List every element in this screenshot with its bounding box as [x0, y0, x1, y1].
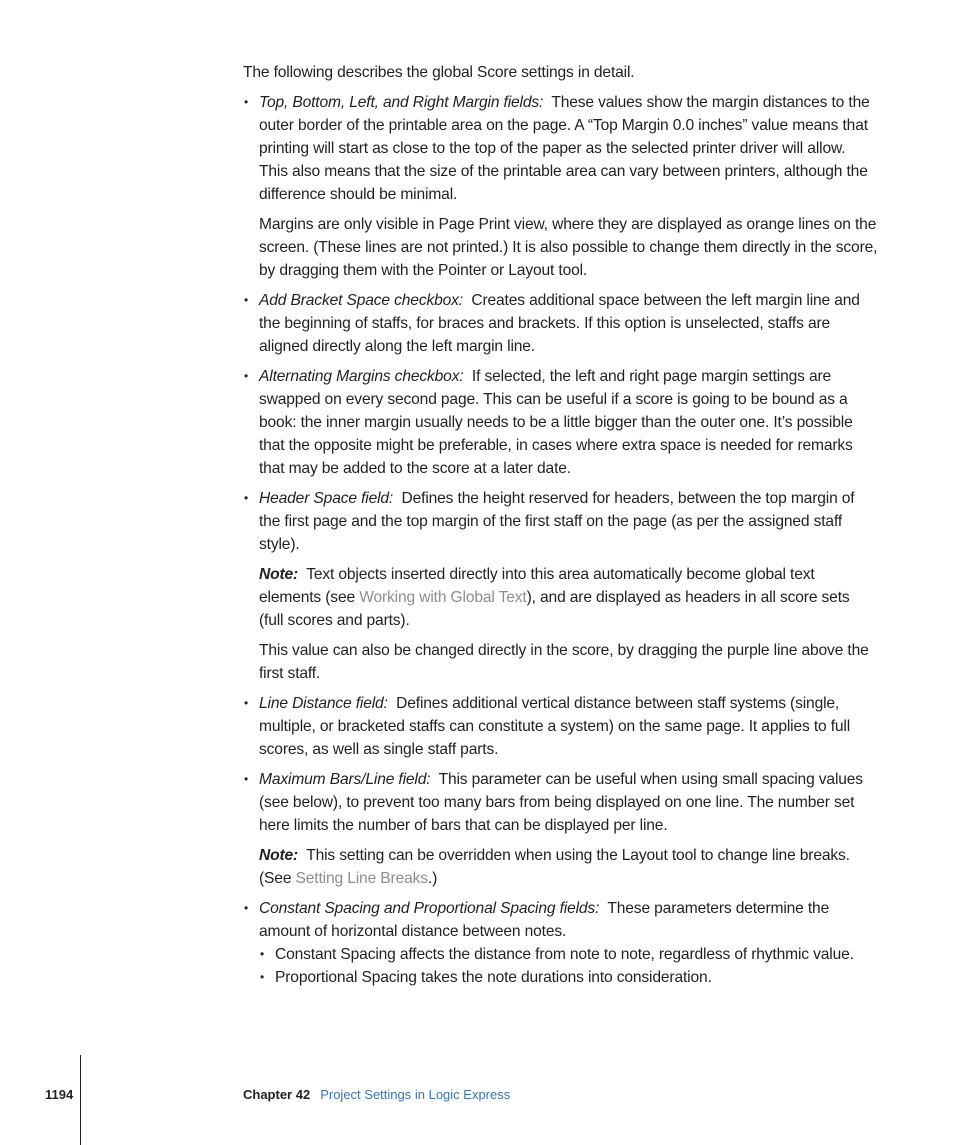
list-item-header-space	[243, 487, 878, 685]
item-extra-paragraph: Margins are only visible in Page Print view, where they are displayed as orange lines on the screen. (These lines are not printed.) It is also possible to change them directly in the score, by dragging them with the Pointer or Layout tool.	[259, 216, 878, 279]
chapter-footer	[243, 1087, 510, 1102]
note-text-before: Text objects inserted directly into this area automatically become global text elements (see	[259, 566, 815, 606]
list-item-bracket-space	[243, 289, 878, 358]
item-term: Maximum Bars/Line field:	[259, 771, 431, 788]
item-term: Header Space field:	[259, 490, 394, 507]
note-text-before: This setting can be overridden when using the Layout tool to change line breaks. (See	[259, 847, 850, 887]
item-extra-paragraph: This value can also be changed directly in the score, by dragging the purple line above the first staff.	[259, 642, 869, 682]
page-body	[243, 61, 878, 996]
item-paragraph	[259, 897, 878, 943]
item-text: Defines the height reserved for headers, between the top margin of the first page and the top margin of the first staff on the page (as per the assigned staff style).	[259, 490, 855, 553]
item-term: Constant Spacing and Proportional Spacing fields:	[259, 900, 600, 917]
item-text: These values show the margin distances to the outer border of the printable area on the page. A “Top Margin 0.0 inches” value means that printing will start as close to the top of the paper as the selected printer driver will allow. This also means that the size of the printable area can vary between printers, although the difference should be minimal.	[259, 94, 870, 203]
item-paragraph	[259, 289, 878, 358]
item-paragraph	[259, 487, 878, 556]
chapter-title-link[interactable]: Project Settings in Logic Express	[320, 1087, 511, 1102]
link-setting-line-breaks[interactable]: Setting Line Breaks	[295, 870, 428, 887]
note-label: Note:	[259, 566, 299, 583]
item-paragraph	[259, 692, 878, 761]
item-term: Line Distance field:	[259, 695, 388, 712]
item-text: This parameter can be useful when using small spacing values (see below), to prevent too many bars from being displayed on one line. The number set here limits the number of bars that can be displayed per line.	[259, 771, 863, 834]
list-item-margin-fields	[243, 91, 878, 282]
intro-paragraph: The following describes the global Score settings in detail.	[243, 64, 635, 81]
list-item-max-bars	[243, 768, 878, 890]
item-term: Add Bracket Space checkbox:	[259, 292, 463, 309]
item-paragraph	[259, 768, 878, 837]
link-working-with-global-text[interactable]: Working with Global Text	[359, 589, 527, 606]
page-number: 1194	[45, 1087, 74, 1102]
footer-divider	[80, 1055, 81, 1145]
item-paragraph	[259, 91, 878, 206]
item-text: These parameters determine the amount of horizontal distance between notes.	[259, 900, 830, 940]
note-paragraph	[259, 563, 878, 632]
item-term: Top, Bottom, Left, and Right Margin fields:	[259, 94, 544, 111]
list-item-line-distance	[243, 692, 878, 761]
sub-item-proportional-spacing: • Proportional Spacing takes the note durations into consideration.	[259, 966, 878, 989]
note-paragraph	[259, 844, 878, 890]
note-label: Note:	[259, 847, 299, 864]
note-text-after: .)	[427, 870, 438, 887]
item-text: Creates additional space between the left margin line and the beginning of staffs, for braces and brackets. If this option is unselected, staffs are aligned directly along the left margin line.	[259, 292, 860, 355]
note-text-after: ), and are displayed as headers in all score sets (full scores and parts).	[259, 589, 850, 629]
item-text: If selected, the left and right page margin settings are swapped on every second page. This can be useful if a score is going to be bound as a book: the inner margin usually needs to be a little bigger than the outer one. It’s possible that the opposite might be preferable, in cases where extra space is needed for remarks that may be added to the score at a later date.	[259, 368, 853, 477]
item-text: Defines additional vertical distance between staff systems (single, multiple, or bracketed staffs can constitute a system) on the same page. It applies to full scores, as well as single staff parts.	[259, 695, 851, 758]
item-paragraph	[259, 365, 878, 480]
list-item-alternating-margins	[243, 365, 878, 480]
item-term: Alternating Margins checkbox:	[259, 368, 464, 385]
list-item-spacing-fields	[243, 897, 878, 989]
sub-item-constant-spacing: • Constant Spacing affects the distance from note to note, regardless of rhythmic value.	[259, 943, 878, 966]
chapter-label: Chapter 42	[243, 1087, 311, 1102]
